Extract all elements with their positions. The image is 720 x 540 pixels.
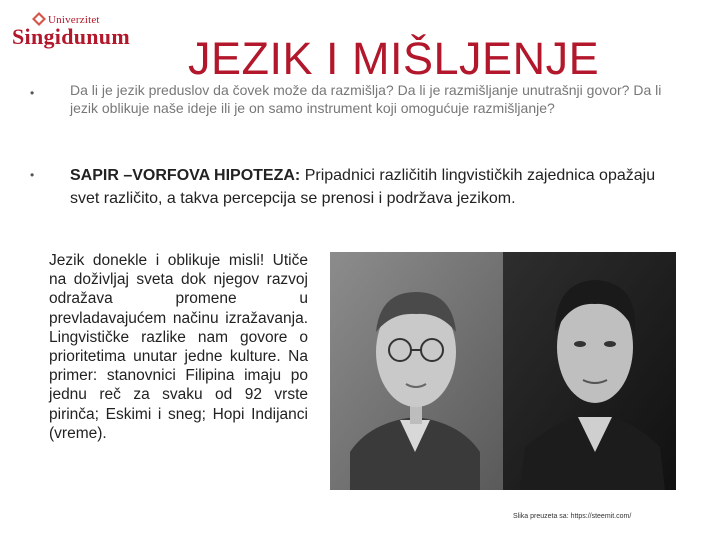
bullet-marker: • [30,168,35,182]
image-source-caption: Slika preuzeta sa: https://steemit.com/ [513,513,632,520]
logo-name: Singidunum [12,24,130,49]
bullet-text-questions: Da li je jezik preduslov da čovek može da razmišlja? Da li je razmišljanje unutrašnji govor? Da li jezik oblikuje naše ideje ili je on samo instrument koji omogućuje razmišljanje? [70,82,662,116]
portrait-photo-icon [330,252,676,490]
slide-title: JEZIK I MIŠLJENJE [188,33,600,84]
university-logo [12,8,130,49]
hypothesis-heading: SAPIR –VORFOVA HIPOTEZA: [70,167,301,184]
bullet-marker: • [30,86,35,100]
body-paragraph: Jezik donekle i oblikuje misli! Utiče na doživljaj sveta dok njegov razvoj odražava promene u prevladavajućem načinu izražavanja. Lingvističke razlike nam govore o prioritetima unutar jedne kulture. Na primer: stanovnici Filipina imaju po jednu reč za svaku od 92 vrste pirinča; Eskimi i sneg; Hopi Indijanci (vreme). [49,252,308,442]
portrait-photo [330,252,676,490]
hypothesis-text: Pripadnici različitih lingvističkih zajednica opažaju svet različito, a takva percepcija se prenosi i podržava jezikom. [70,167,656,207]
bullet-text-hypothesis [70,164,680,210]
logo-subtitle: Univerzitet [48,14,100,26]
